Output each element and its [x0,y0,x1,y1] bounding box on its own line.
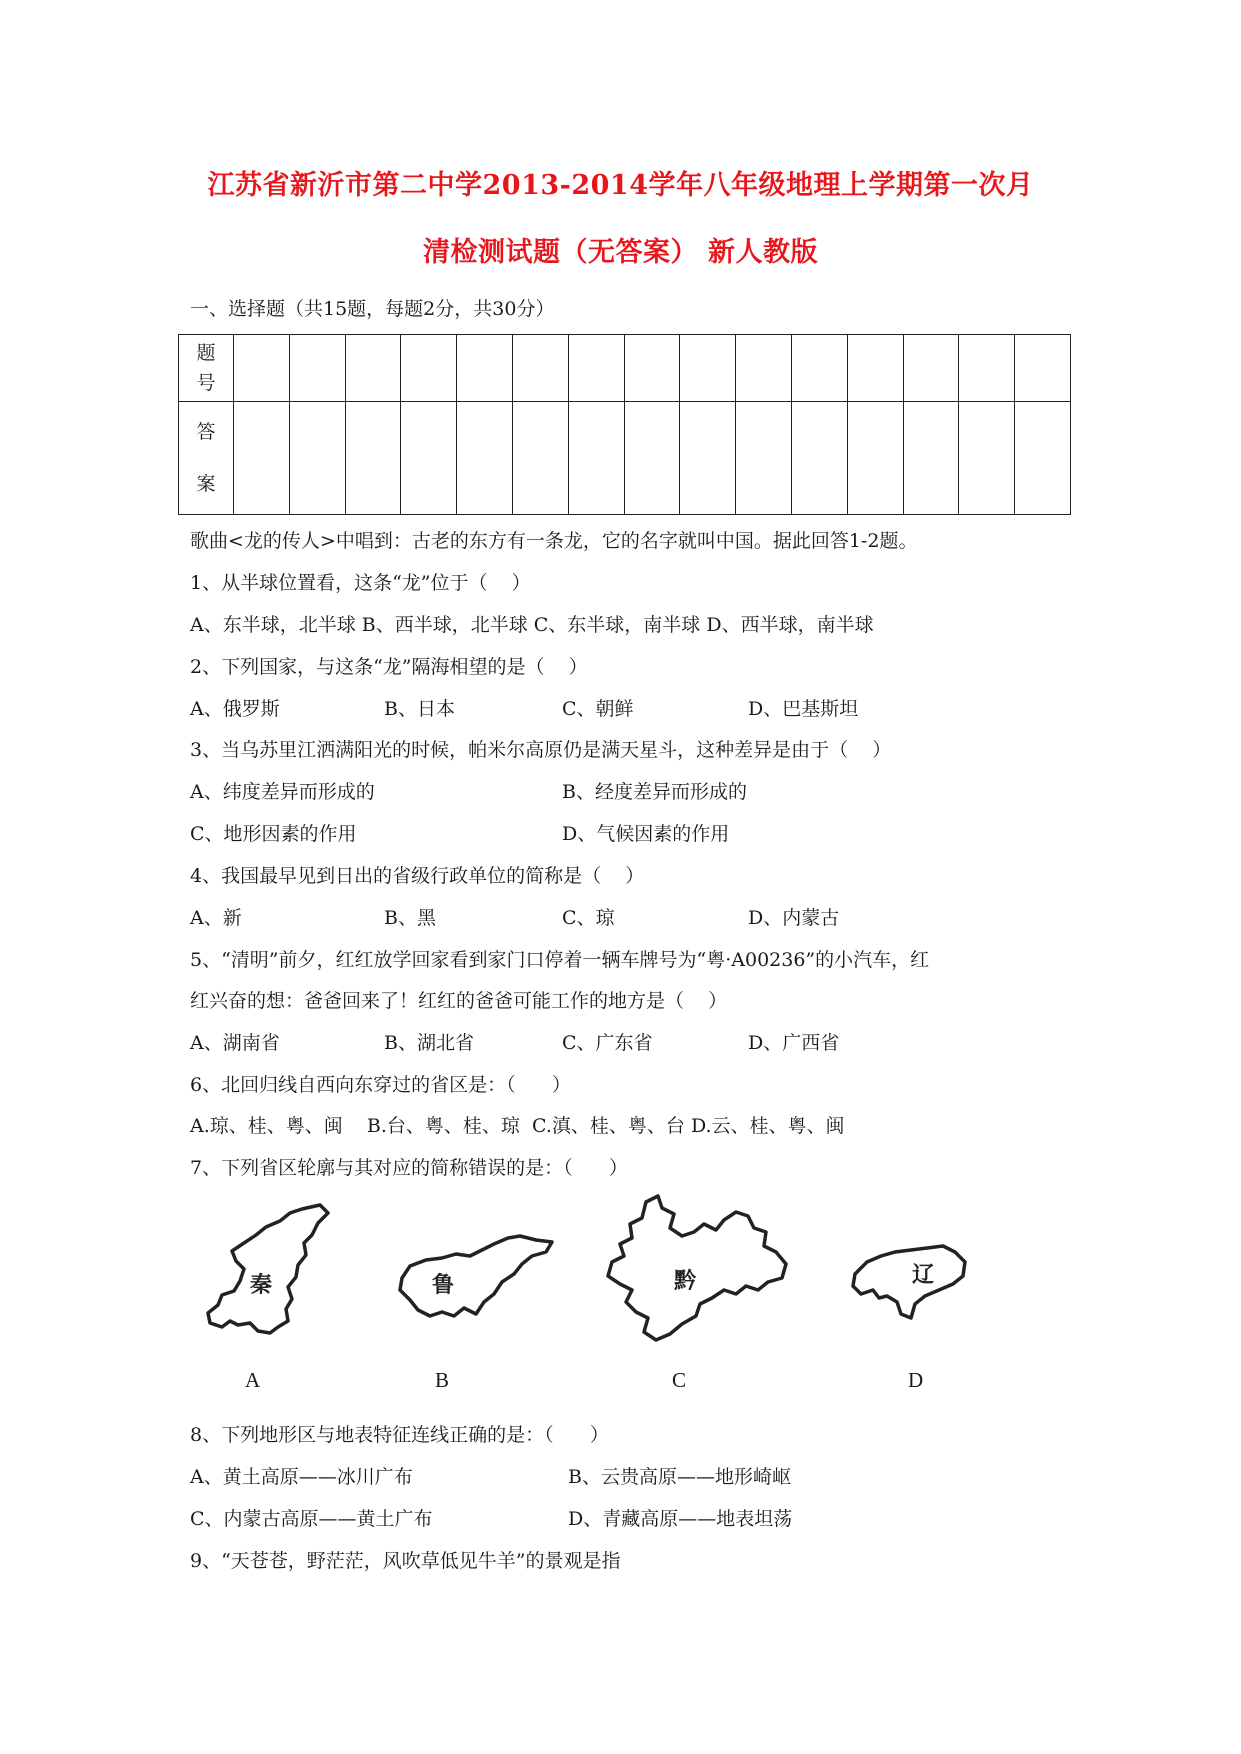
question-3-option-d: D、气候因素的作用 [562,823,730,845]
answer-cell[interactable] [847,402,903,515]
question-2-option-b: B、日本 [384,698,455,720]
question-8: 8、下列地形区与地表特征连线正确的是：（ ） [190,1424,609,1446]
answer-cell[interactable] [289,402,345,515]
row-header-answer: 答 案 [179,402,234,515]
number-cell [289,335,345,402]
answer-cell[interactable] [345,402,401,515]
answer-table [178,334,1071,515]
question-1: 1、从半球位置看，这条“龙”位于（ ） [190,572,531,594]
number-cell [401,335,457,402]
question-2-option-d: D、巴基斯坦 [748,698,859,720]
answer-cell[interactable] [959,402,1015,515]
answer-cell[interactable] [568,402,624,515]
question-3-option-b: B、经度差异而形成的 [562,781,747,803]
question-5-option-d: D、广西省 [748,1032,840,1054]
number-cell [512,335,568,402]
question-7: 7、下列省区轮廓与其对应的简称错误的是：（ ） [190,1157,628,1179]
question-6-options: A.琼、桂、粤、闽 B.台、粤、桂、琼 C.滇、桂、粤、台 D.云、桂、粤、闽 [190,1115,845,1137]
map-d-label: 辽 [912,1263,935,1288]
question-2: 2、下列国家，与这条“龙”隔海相望的是（ ） [190,656,588,678]
question-5-option-b: B、湖北省 [384,1032,474,1054]
question-4-option-d: D、内蒙古 [748,907,840,929]
question-3-option-a: A、纬度差异而形成的 [190,781,375,803]
number-cell [736,335,792,402]
map-d-letter: D [908,1368,924,1392]
number-cell [234,335,290,402]
question-8-option-c: C、内蒙古高原——黄土广布 [190,1508,433,1530]
map-a-label: 秦 [250,1273,273,1298]
map-b-label: 鲁 [432,1273,455,1298]
question-5-option-a: A、湖南省 [190,1032,280,1054]
answer-cell[interactable] [401,402,457,515]
number-cell [624,335,680,402]
number-cell [959,335,1015,402]
question-4: 4、我国最早见到日出的省级行政单位的简称是（ ） [190,865,645,887]
document-title-line-2: 清检测试题（无答案） 新人教版 [423,237,818,268]
number-cell [568,335,624,402]
answer-cell[interactable] [234,402,290,515]
answer-cell[interactable] [736,402,792,515]
answer-cell[interactable] [624,402,680,515]
map-c-label: 黔 [674,1269,697,1294]
answer-cell[interactable] [791,402,847,515]
question-5-option-c: C、广东省 [562,1032,653,1054]
question-3-option-c: C、地形因素的作用 [190,823,357,845]
number-cell [680,335,736,402]
guizhou-outline-map [600,1190,800,1350]
document-title-line-1: 江苏省新沂市第二中学2013-2014学年八年级地理上学期第一次月 [207,170,1034,201]
map-a-letter: A [245,1368,261,1392]
question-6: 6、北回归线自西向东穿过的省区是：（ ） [190,1074,571,1096]
question-3: 3、当乌苏里江洒满阳光的时候，帕米尔高原仍是满天星斗，这种差异是由于（ ） [190,739,892,761]
question-5-line-1: 5、“清明”前夕，红红放学回家看到家门口停着一辆车牌号为“粤·A00236”的小汽车，红 [190,949,930,971]
answer-cell[interactable] [512,402,568,515]
shandong-outline-map [390,1228,560,1328]
question-8-option-d: D、青藏高原——地表坦荡 [568,1508,793,1530]
number-cell [1015,335,1071,402]
answer-table-row-answer [179,402,1071,515]
number-cell [345,335,401,402]
question-8-option-a: A、黄土高原——冰川广布 [190,1466,413,1488]
question-2-option-c: C、朝鲜 [562,698,634,720]
answer-cell[interactable] [457,402,513,515]
liaoning-outline-map [845,1238,975,1328]
question-4-option-a: A、新 [190,907,242,929]
map-b-letter: B [435,1368,450,1392]
question-4-option-c: C、琼 [562,907,615,929]
answer-cell[interactable] [903,402,959,515]
question-5-line-2: 红兴奋的想：爸爸回来了！红红的爸爸可能工作的地方是（ ） [190,990,728,1012]
question-4-option-b: B、黑 [384,907,436,929]
number-cell [457,335,513,402]
number-cell [903,335,959,402]
intro-text: 歌曲<龙的传人>中唱到：古老的东方有一条龙，它的名字就叫中国。据此回答1-2题。 [190,530,918,552]
map-c-letter: C [672,1368,687,1392]
answer-cell[interactable] [680,402,736,515]
answer-cell[interactable] [1015,402,1071,515]
section-heading-choice: 一、选择题（共15题，每题2分，共30分） [190,298,555,320]
question-8-option-b: B、云贵高原——地形崎岖 [568,1466,791,1488]
number-cell [847,335,903,402]
number-cell [791,335,847,402]
question-9: 9、“天苍苍，野茫茫，风吹草低见牛羊”的景观是指 [190,1550,621,1572]
row-header-number: 题 号 [179,335,234,402]
answer-table-row-number [179,335,1071,402]
question-2-option-a: A、俄罗斯 [190,698,280,720]
question-1-options: A、东半球，北半球 B、西半球，北半球 C、东半球，南半球 D、西半球，南半球 [190,614,874,636]
